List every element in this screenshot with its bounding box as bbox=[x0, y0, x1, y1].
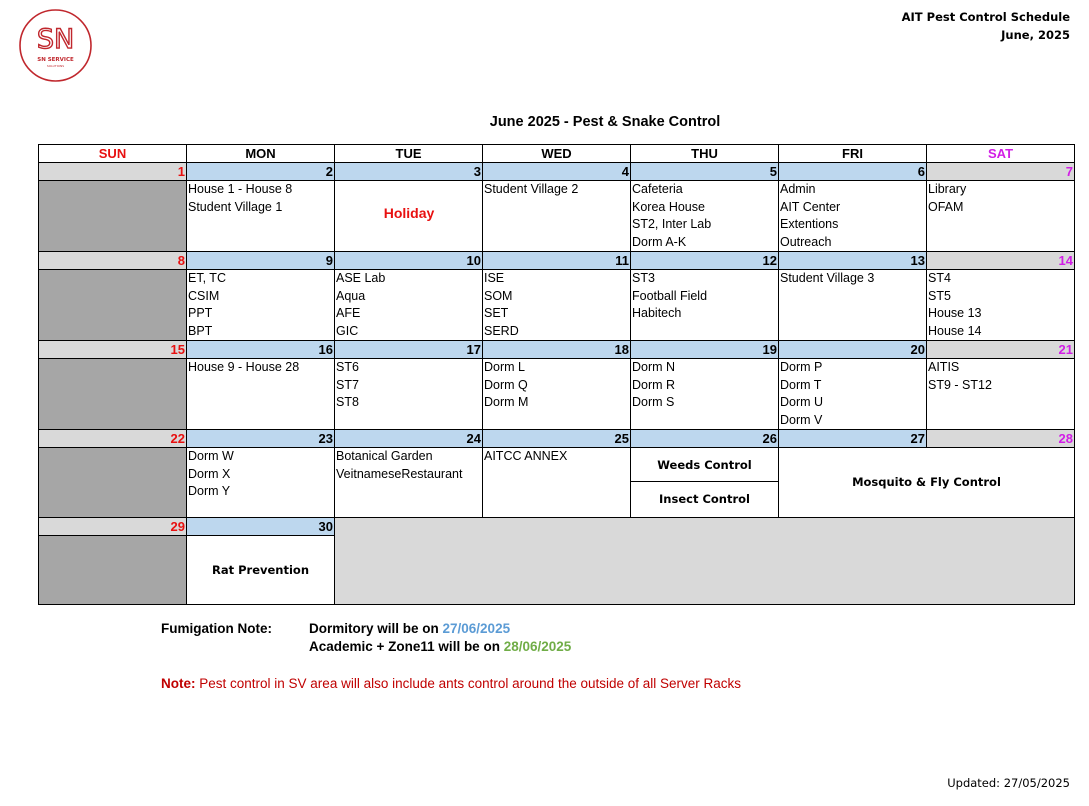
schedule-item: Botanical Garden bbox=[336, 449, 433, 463]
schedule-item: ST9 - ST12 bbox=[928, 377, 992, 392]
fumigation-note-label: Fumigation Note: bbox=[161, 621, 272, 636]
empty-month-end-area bbox=[335, 518, 1075, 605]
schedule-item: CSIM bbox=[188, 288, 220, 303]
schedule-item: Student Village 3 bbox=[780, 271, 875, 285]
date-number: 14 bbox=[927, 252, 1075, 270]
day-header-sun: SUN bbox=[39, 145, 187, 163]
date-number: 28 bbox=[927, 430, 1075, 448]
day-cell bbox=[187, 359, 335, 430]
schedule-item: Dorm Q bbox=[484, 377, 528, 392]
schedule-item: SERD bbox=[484, 323, 519, 338]
day-cell bbox=[335, 181, 483, 252]
date-number: 13 bbox=[779, 252, 927, 270]
date-number: 4 bbox=[483, 163, 631, 181]
date-number: 21 bbox=[927, 341, 1075, 359]
logo-text: SN SERVICE bbox=[37, 57, 74, 63]
date-number: 10 bbox=[335, 252, 483, 270]
date-number: 6 bbox=[779, 163, 927, 181]
date-number: 18 bbox=[483, 341, 631, 359]
calendar-table bbox=[38, 144, 1075, 605]
mosquito-fly-control-label: Mosquito & Fly Control bbox=[852, 475, 1001, 489]
date-number: 11 bbox=[483, 252, 631, 270]
fumigation-academic-text: Academic + Zone11 will be on bbox=[309, 639, 504, 654]
day-header-tue: TUE bbox=[335, 145, 483, 163]
schedule-item: Habitech bbox=[632, 306, 682, 320]
schedule-item: Outreach bbox=[780, 234, 832, 249]
schedule-item: AITCC ANNEX bbox=[484, 449, 568, 463]
event-row bbox=[39, 270, 1075, 341]
day-cell bbox=[483, 448, 631, 518]
schedule-item: Library bbox=[928, 182, 967, 196]
day-cell bbox=[187, 270, 335, 341]
schedule-item: ASE Lab bbox=[336, 271, 386, 285]
schedule-item: Dorm T bbox=[780, 377, 822, 392]
date-number: 9 bbox=[187, 252, 335, 270]
schedule-item: ST7 bbox=[336, 377, 359, 392]
schedule-item: ST6 bbox=[336, 360, 359, 374]
day-cell bbox=[335, 448, 483, 518]
date-number: 16 bbox=[187, 341, 335, 359]
schedule-item: Cafeteria bbox=[632, 182, 683, 196]
date-number: 2 bbox=[187, 163, 335, 181]
insect-control-label: Insect Control bbox=[659, 492, 750, 506]
day-cell bbox=[187, 448, 335, 518]
schedule-item: Korea House bbox=[632, 199, 705, 214]
sunday-cell bbox=[39, 270, 187, 341]
sunday-cell bbox=[39, 536, 187, 605]
schedule-item: Dorm V bbox=[780, 412, 823, 427]
day-cell bbox=[631, 270, 779, 341]
schedule-item: Dorm N bbox=[632, 360, 676, 374]
date-row bbox=[39, 252, 1075, 270]
logo-subtext: SOLUTIONS bbox=[46, 64, 65, 68]
schedule-item: VeitnameseRestaurant bbox=[336, 466, 463, 481]
schedule-item: PPT bbox=[188, 306, 213, 320]
sunday-cell bbox=[39, 448, 187, 518]
schedule-item: Dorm S bbox=[632, 395, 675, 409]
day-cell bbox=[187, 536, 335, 605]
event-row bbox=[39, 359, 1075, 430]
updated-date: Updated: 27/05/2025 bbox=[947, 776, 1070, 790]
schedule-item: Extentions bbox=[780, 217, 839, 231]
date-number: 26 bbox=[631, 430, 779, 448]
day-cell bbox=[779, 359, 927, 430]
day-cell bbox=[483, 270, 631, 341]
day-header-wed: WED bbox=[483, 145, 631, 163]
date-row bbox=[39, 518, 1075, 536]
day-cell bbox=[483, 181, 631, 252]
day-cell bbox=[631, 181, 779, 252]
event-row bbox=[39, 181, 1075, 252]
schedule-item: ET, TC bbox=[188, 271, 226, 285]
day-cell bbox=[335, 270, 483, 341]
weeds-control-label: Weeds Control bbox=[631, 448, 778, 482]
day-cell bbox=[335, 359, 483, 430]
date-number: 29 bbox=[39, 518, 187, 536]
schedule-item: ST4 bbox=[928, 271, 951, 285]
schedule-item: Dorm Y bbox=[188, 484, 231, 498]
schedule-item: SET bbox=[484, 306, 509, 320]
day-cell bbox=[483, 359, 631, 430]
day-header-mon: MON bbox=[187, 145, 335, 163]
day-cell bbox=[927, 181, 1075, 252]
sunday-cell bbox=[39, 181, 187, 252]
schedule-item: ISE bbox=[484, 271, 505, 285]
day-cell bbox=[779, 181, 927, 252]
rat-prevention-label: Rat Prevention bbox=[211, 563, 310, 577]
pest-control-note bbox=[161, 676, 741, 691]
schedule-item: Student Village 2 bbox=[484, 182, 579, 196]
date-number: 25 bbox=[483, 430, 631, 448]
date-number: 24 bbox=[335, 430, 483, 448]
document-title: AIT Pest Control Schedule bbox=[901, 10, 1070, 24]
thursday-split-cell bbox=[631, 448, 779, 518]
schedule-item: ST3 bbox=[632, 271, 655, 285]
note-text: Pest control in SV area will also include ants control around the outside of all Server Racks bbox=[195, 676, 742, 691]
date-number: 8 bbox=[39, 252, 187, 270]
fumigation-academic-date: 28/06/2025 bbox=[503, 639, 572, 654]
date-number: 12 bbox=[631, 252, 779, 270]
schedule-item: ST8 bbox=[336, 395, 359, 409]
note-label: Note: bbox=[161, 676, 196, 691]
day-header-row bbox=[39, 145, 1075, 163]
fumigation-academic-line bbox=[309, 639, 571, 654]
day-header-thu: THU bbox=[631, 145, 779, 163]
day-cell bbox=[187, 181, 335, 252]
schedule-item: Dorm W bbox=[188, 449, 234, 463]
logo-initials: SN bbox=[36, 24, 75, 55]
day-cell bbox=[927, 359, 1075, 430]
day-header-fri: FRI bbox=[779, 145, 927, 163]
holiday-label: Holiday bbox=[383, 205, 435, 221]
date-number: 27 bbox=[779, 430, 927, 448]
schedule-item: Admin bbox=[780, 182, 816, 196]
date-number: 19 bbox=[631, 341, 779, 359]
event-row bbox=[39, 448, 1075, 518]
date-row bbox=[39, 163, 1075, 181]
sunday-cell bbox=[39, 359, 187, 430]
schedule-item: House 9 - House 28 bbox=[188, 360, 300, 374]
calendar-title: June 2025 - Pest & Snake Control bbox=[489, 114, 721, 130]
sn-service-logo bbox=[18, 8, 93, 83]
date-number: 7 bbox=[927, 163, 1075, 181]
fumigation-dormitory-date: 27/06/2025 bbox=[442, 621, 511, 636]
date-number: 23 bbox=[187, 430, 335, 448]
date-number: 1 bbox=[39, 163, 187, 181]
schedule-item: Football Field bbox=[632, 288, 708, 303]
date-row bbox=[39, 341, 1075, 359]
schedule-item: Dorm L bbox=[484, 360, 525, 374]
date-number: 20 bbox=[779, 341, 927, 359]
schedule-item: AFE bbox=[336, 306, 361, 320]
schedule-item: Dorm R bbox=[632, 377, 676, 392]
document-month: June, 2025 bbox=[1001, 28, 1070, 42]
schedule-item: House 14 bbox=[928, 323, 982, 338]
day-cell bbox=[631, 359, 779, 430]
date-number: 30 bbox=[187, 518, 335, 536]
date-row bbox=[39, 430, 1075, 448]
schedule-item: Dorm A-K bbox=[632, 234, 687, 249]
schedule-item: House 13 bbox=[928, 306, 982, 320]
schedule-item: SOM bbox=[484, 288, 513, 303]
day-header-sat: SAT bbox=[927, 145, 1075, 163]
schedule-item: Dorm P bbox=[780, 360, 823, 374]
date-number: 3 bbox=[335, 163, 483, 181]
schedule-item: Aqua bbox=[336, 288, 366, 303]
date-number: 15 bbox=[39, 341, 187, 359]
date-number: 17 bbox=[335, 341, 483, 359]
schedule-item: Dorm M bbox=[484, 395, 529, 409]
schedule-item: House 1 - House 8 bbox=[188, 182, 293, 196]
fri-sat-merged-cell bbox=[779, 448, 1075, 518]
schedule-item: BPT bbox=[188, 323, 213, 338]
day-cell bbox=[927, 270, 1075, 341]
day-cell bbox=[779, 270, 927, 341]
date-number: 5 bbox=[631, 163, 779, 181]
schedule-item: Student Village 1 bbox=[188, 199, 283, 214]
fumigation-dormitory-text: Dormitory will be on bbox=[309, 621, 443, 636]
date-number: 22 bbox=[39, 430, 187, 448]
schedule-item: ST2, Inter Lab bbox=[632, 217, 712, 231]
fumigation-dormitory-line bbox=[309, 621, 510, 636]
schedule-item: Dorm X bbox=[188, 466, 231, 481]
schedule-item: AITIS bbox=[928, 360, 960, 374]
schedule-item: Dorm U bbox=[780, 395, 824, 409]
schedule-item: GIC bbox=[336, 323, 359, 338]
schedule-item: OFAM bbox=[928, 199, 964, 214]
schedule-item: AIT Center bbox=[780, 199, 841, 214]
schedule-item: ST5 bbox=[928, 288, 951, 303]
